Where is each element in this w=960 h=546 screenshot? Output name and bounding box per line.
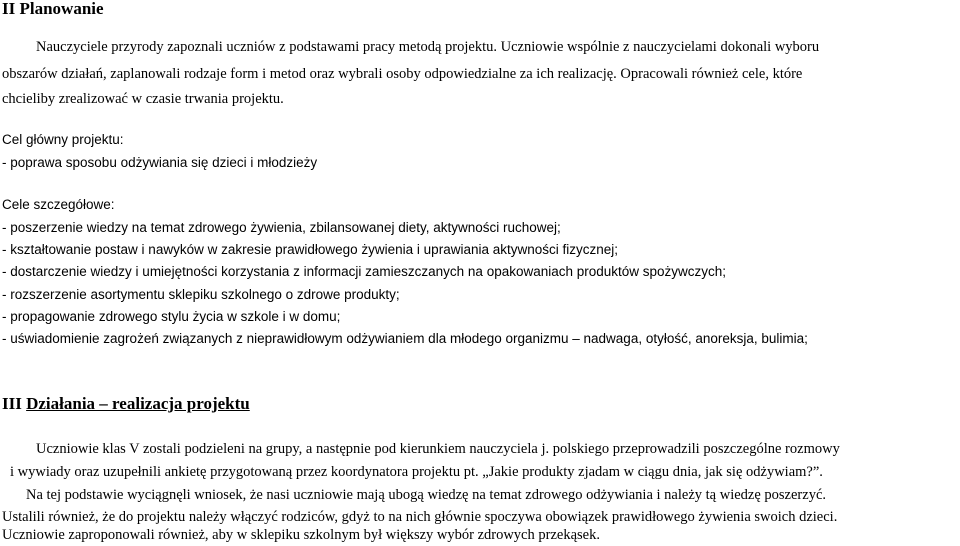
section-heading-prefix: III bbox=[2, 394, 27, 413]
section-heading-planowanie: II Planowanie bbox=[2, 0, 104, 18]
specific-goal-item: - propagowanie zdrowego stylu życia w szkole i w domu; bbox=[2, 309, 341, 324]
specific-goal-item: - rozszerzenie asortymentu sklepiku szkolnego o zdrowe produkty; bbox=[2, 287, 400, 302]
intro-line-2: obszarów działań, zaplanowali rodzaje form i metod oraz wybrali osoby odpowiedzialne za ich realizację. Opracowali również cele, które bbox=[2, 66, 803, 82]
main-goal-text: - poprawa sposobu odżywiania się dzieci i młodzieży bbox=[2, 155, 318, 170]
paragraph-line-4: Ustalili również, że do projektu należy włączyć rodziców, gdyż to na nich głównie spoczywa obowiązek prawidłowego żywienia swoich dzieci. bbox=[2, 509, 838, 525]
specific-goal-item: - uświadomienie zagrożeń związanych z nieprawidłowym odżywianiem dla młodego organizmu – nadwaga, otyłość, anoreksja, bulimia; bbox=[2, 331, 808, 346]
specific-goal-item: - poszerzenie wiedzy na temat zdrowego żywienia, zbilansowanej diety, aktywności ruchowej; bbox=[2, 220, 561, 235]
main-goal-label: Cel główny projektu: bbox=[2, 132, 124, 147]
intro-line-1: Nauczyciele przyrody zapoznali uczniów z podstawami pracy metodą projektu. Uczniowie wspólnie z nauczycielami dokonali wyboru bbox=[36, 39, 820, 55]
specific-goal-item: - kształtowanie postaw i nawyków w zakresie prawidłowego żywienia i uprawiania aktywności fizycznej; bbox=[2, 242, 619, 257]
paragraph-line-3: Na tej podstawie wyciągnęli wniosek, że nasi uczniowie mają ubogą wiedzę na temat zdrowego odżywiania i należy tą wiedzę poszerzyć. bbox=[26, 487, 826, 503]
intro-line-3: chcieliby zrealizować w czasie trwania projektu. bbox=[2, 91, 284, 107]
specific-goals-label: Cele szczegółowe: bbox=[2, 197, 115, 212]
section-heading-main: Działania – realizacja projektu bbox=[26, 394, 250, 413]
specific-goal-item: - dostarczenie wiedzy i umiejętności korzystania z informacji zamieszczanych na opakowaniach produktów spożywczych; bbox=[2, 264, 727, 279]
paragraph-line-1: Uczniowie klas V zostali podzieleni na grupy, a następnie pod kierunkiem nauczyciela j. polskiego przeprowadzili poszczególne rozmowy bbox=[36, 441, 840, 457]
section-heading-dzialania bbox=[2, 395, 250, 413]
paragraph-line-2: i wywiady oraz uzupełnili ankietę przygotowaną przez koordynatora projektu pt. „Jakie produkty zjadam w ciągu dnia, jak się odżywiam?”. bbox=[10, 464, 823, 480]
paragraph-line-5: Uczniowie zaproponowali również, aby w sklepiku szkolnym był większy wybór zdrowych przekąsek. bbox=[2, 527, 600, 543]
